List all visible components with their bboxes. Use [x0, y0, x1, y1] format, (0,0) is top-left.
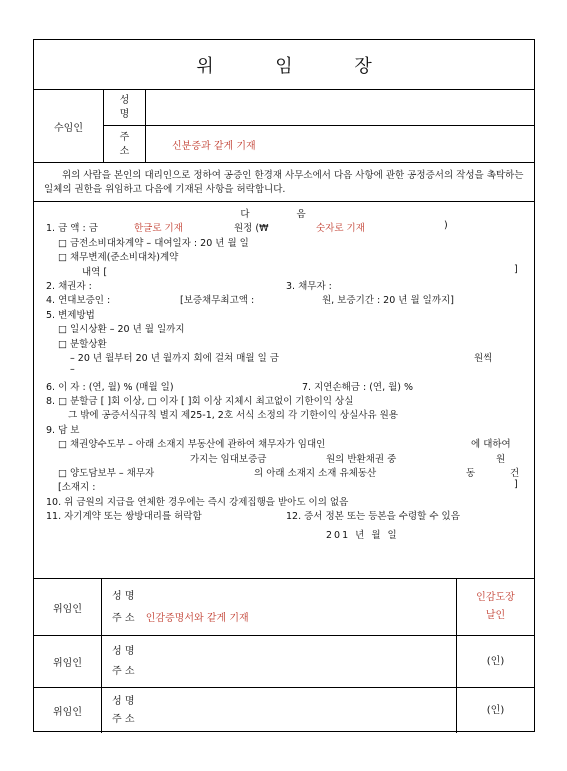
seal-box[interactable]: (인) — [486, 655, 505, 667]
document-title: 위 임 장 — [34, 40, 534, 90]
agent-address-label-2: 소 — [119, 145, 130, 157]
installment-option[interactable]: □ 분할상환 — [58, 338, 107, 350]
principal-label: 위임인 — [34, 579, 102, 635]
creditor-debtor-line — [46, 278, 522, 292]
interest-label: 6. 이 자 : (연, 월) % (매월 일) — [46, 381, 174, 393]
principal-address-label-text: 주 소 — [112, 613, 135, 624]
principal-name-label: 성 명 — [112, 696, 135, 707]
debtor-label: 3. 채무자 : — [286, 280, 332, 292]
installment-won: 원씩 — [474, 352, 493, 364]
terms-section — [34, 202, 534, 579]
deposit-return-label: 원의 반환채권 중 — [326, 453, 397, 465]
installment-detail: – 20 년 월부터 20 년 월까지 회에 걸쳐 매월 일 금 — [70, 352, 279, 364]
deposit-line — [46, 451, 522, 465]
guarantor-line — [46, 292, 522, 306]
installment-detail-line — [46, 350, 522, 364]
principal-label: 위임인 — [34, 688, 102, 733]
assignment-option[interactable]: □ 채권양수도부 – 아래 소재지 부동산에 관하여 채무자가 임대인 — [58, 439, 326, 451]
seal-box[interactable]: (인) — [486, 704, 505, 716]
principal-row-2 — [34, 636, 534, 688]
interest-line — [46, 379, 522, 393]
installment-dash: – — [70, 364, 75, 376]
principal-address-label — [112, 609, 249, 624]
debt-repayment-line[interactable]: □ 채무변제(준소비대차)계약 — [58, 252, 179, 264]
amount-label: 1. 금 액 : 금 — [46, 223, 98, 235]
security-transfer-option[interactable]: □ 양도담보부 – 채무자 — [58, 468, 155, 480]
document-date[interactable]: 201 년 월 일 — [326, 529, 399, 541]
principal-label: 위임인 — [34, 636, 102, 687]
deposit-won: 원 — [496, 453, 506, 465]
guarantee-period-label: 원, 보증기간 : 20 년 월 일까지] — [322, 295, 454, 307]
security-transfer-line — [46, 465, 522, 479]
principal-name-label: 성 명 — [112, 591, 135, 602]
location-line — [46, 479, 522, 493]
details-line — [46, 264, 522, 278]
self-dealing-consent: 11. 자기계약 또는 쌍방대리를 허락함 — [46, 511, 202, 523]
amount-korean-field[interactable]: 한글로 기재 — [134, 223, 183, 235]
principal-name-label: 성 명 — [112, 646, 135, 657]
permissions-line — [46, 508, 522, 522]
principal-address-label: 주 소 — [112, 714, 135, 725]
agent-section — [34, 90, 534, 163]
assignment-line — [46, 436, 522, 450]
movables-label: 의 아래 소재지 소재 유체동산 — [254, 468, 377, 480]
principal-address-hint: 인감증명서와 같게 기재 — [145, 613, 249, 624]
repayment-method-label: 5. 변제방법 — [46, 309, 95, 321]
intro-paragraph: 위의 사람을 본인의 대리인으로 정하여 공증인 한경재 사무소에서 다음 사항에 관한 공정증서의 작성을 촉탁하는 일체의 권한을 위임하고 다음에 기재된 사항을 허락합니다. — [34, 163, 534, 202]
principal-fields[interactable] — [102, 579, 457, 635]
assignment-suffix: 에 대하여 — [471, 439, 511, 451]
agent-address-label — [104, 126, 146, 163]
principal-address-label: 주 소 — [112, 666, 135, 677]
location-close: ] — [514, 479, 518, 491]
loan-contract-line[interactable]: □ 금전소비대차계약 – 대여일자 : 20 년 월 일 — [58, 237, 249, 249]
location-label: [소재지 : — [58, 482, 96, 494]
amount-number-field[interactable]: 숫자로 기재 — [316, 223, 365, 235]
enforcement-consent: 10. 위 금원의 지급을 연체한 경우에는 즉시 강제집행을 받아도 이의 없음 — [46, 496, 349, 508]
amount-close: ) — [444, 220, 448, 232]
guarantor-label: 4. 연대보증인 : — [46, 295, 111, 307]
acceleration-line[interactable]: 8. □ 분할금 [ ]회 이상, □ 이자 [ ]회 이상 지체시 최고없이 기한이익 상실 — [46, 396, 354, 408]
seal-box[interactable] — [457, 579, 534, 635]
agent-name-label-1: 성 — [119, 94, 130, 106]
agent-name-label — [104, 90, 146, 126]
collateral-label: 9. 담 보 — [46, 424, 80, 436]
power-of-attorney-form — [33, 39, 535, 732]
seal-label-1: 인감도장 — [476, 592, 515, 603]
agent-address-field[interactable]: 신분증과 같게 기재 — [172, 141, 256, 152]
terms-heading: 다 음 — [240, 209, 328, 220]
seal-label-2: 날인 — [485, 610, 506, 621]
creditor-label: 2. 채권자 : — [46, 280, 92, 292]
details-close: ] — [514, 263, 518, 275]
late-fee-label: 7. 지연손해금 : (연, 월) % — [302, 381, 414, 393]
principal-fields[interactable] — [102, 636, 457, 687]
guarantee-max-label: [보증채무최고액 : — [180, 295, 255, 307]
details-label: 내역 [ — [82, 266, 108, 278]
lump-sum-option[interactable]: □ 일시상환 – 20 년 월 일까지 — [58, 324, 185, 336]
agent-name-field[interactable] — [146, 90, 534, 126]
agent-address-label-1: 주 — [119, 131, 130, 143]
acceleration-note: 그 밖에 공증서식규칙 별지 제25-1, 2호 서식 소정의 각 기한이익 상실사유 원용 — [68, 410, 398, 422]
amount-won-label: 원정 (₩ — [234, 223, 269, 235]
movables-unit-1: 동 — [466, 468, 476, 480]
principal-row-1 — [34, 579, 534, 636]
agent-name-label-2: 명 — [119, 108, 130, 120]
copy-receipt-consent: 12. 증서 정본 또는 등본을 수령할 수 있음 — [286, 511, 460, 523]
agent-label: 수임인 — [34, 90, 104, 162]
deposit-label: 가지는 임대보증금 — [190, 453, 267, 465]
amount-line — [46, 220, 522, 234]
principal-fields[interactable] — [102, 688, 457, 733]
movables-unit-2: 건 — [510, 468, 520, 480]
principal-row-3 — [34, 688, 534, 733]
